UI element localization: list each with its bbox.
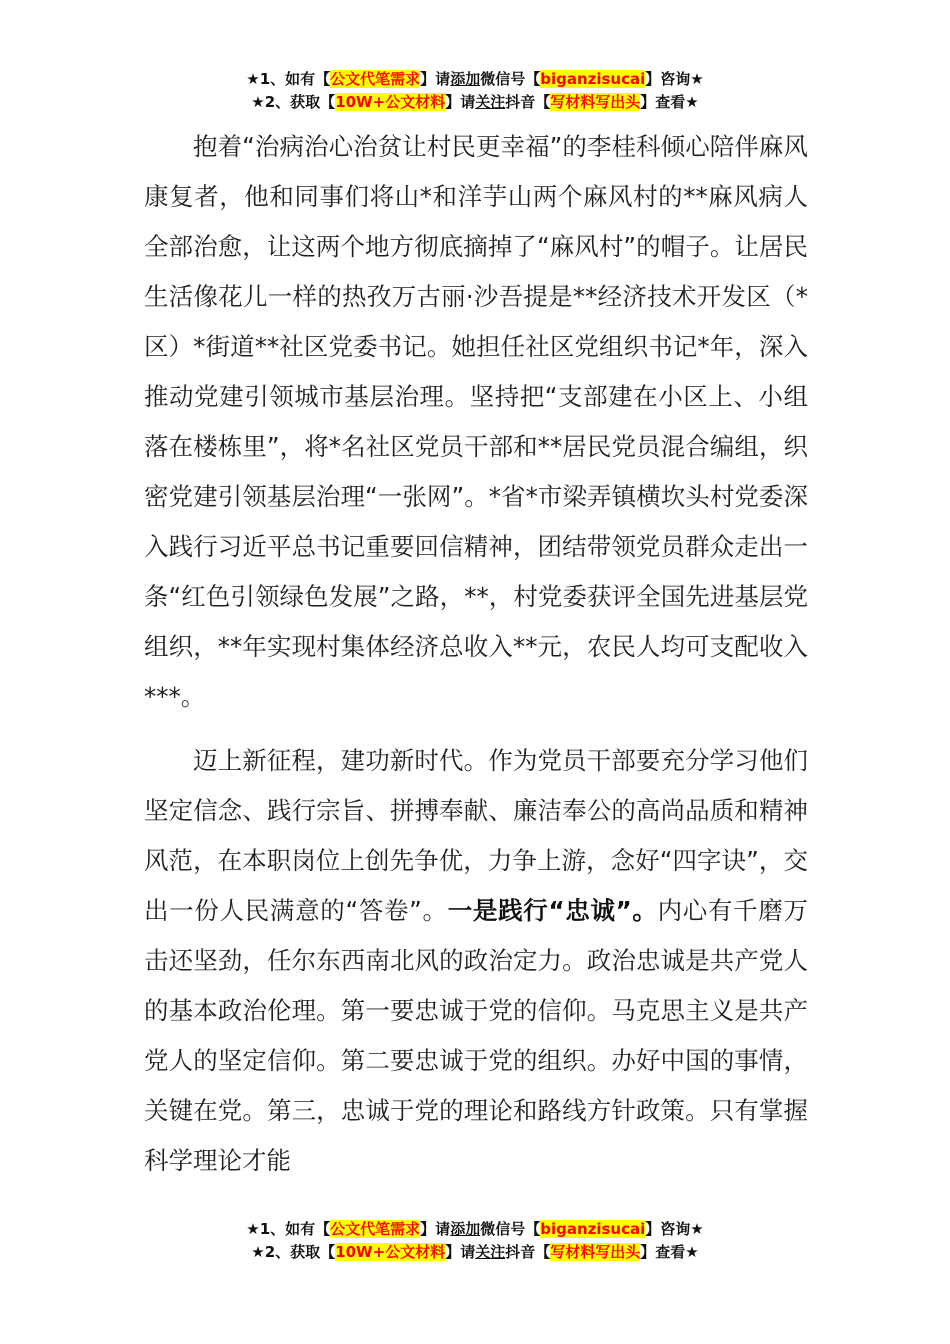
promo-text: ★1、如有【 [246,1220,331,1238]
paragraph-2-lead: 迈上新征程，建功新时代。作为党员干部要充分学习他们坚定信念、践行宗旨、拼搏奉献、廉洁奉公的高尚品质和精神风范，在本职岗位上创先争优，力争上游，念好“四字诀”，交出一份人民满意的“答卷”。 [144,746,808,925]
promo-highlight: 公文代笔需求 [330,1220,421,1238]
promo-text: ★2、获取【 [251,1243,336,1261]
promo-text: 】请 [445,93,476,111]
promo-line-2 [0,1241,950,1264]
promo-text: 】查看★ [640,1243,699,1261]
promo-highlight: 10W+公文材料 [335,1243,446,1261]
promo-text: 】请 [420,1220,451,1238]
paragraph-2 [144,736,808,1186]
promo-line-2 [0,91,950,114]
promo-underlined: 关注 [475,93,506,111]
promo-text: 微信号【 [480,70,541,88]
header-promo-banner [0,68,950,114]
promo-underlined: 添加 [450,1220,481,1238]
footer-promo-banner [0,1218,950,1264]
promo-text: 】咨询★ [645,70,704,88]
paragraph-1: 抱着“治病治心治贫让村民更幸福”的李桂科倾心陪伴麻风康复者，他和同事们将山*和洋芋山两个麻风村的**麻风病人全部治愈，让这两个地方彻底摘掉了“麻风村”的帽子。让居民生活像花儿一样的热孜万古丽·沙吾提是**经济技术开发区（*区）*街道**社区党委书记。她担任社区党组织书记*年，深入推动党建引领城市基层治理。坚持把“支部建在小区上、小组落在楼栋里”，将*名社区党员干部和**居民党员混合编组，织密党建引领基层治理“一张网”。*省*市梁弄镇横坎头村党委深入践行习近平总书记重要回信精神，团结带领党员群众走出一条“红色引领绿色发展”之路，**，村党委获评全国先进基层党组织，**年实现村集体经济总收入**元，农民人均可支配收入***。 [144,132,808,711]
promo-text: 抖音【 [505,93,551,111]
promo-wechat-id: biganzisucai [540,70,646,88]
paragraph-2-bold-heading: 一是践行“忠诚”。 [447,896,658,925]
promo-underlined: 关注 [475,1243,506,1261]
promo-text: ★1、如有【 [246,70,331,88]
promo-line-1 [0,1218,950,1241]
promo-text: 】查看★ [640,93,699,111]
paragraph-2-rest: 内心有千磨万击还坚劲，任尔东西南北风的政治定力。政治忠诚是共产党人的基本政治伦理。第一要忠诚于党的信仰。马克思主义是共产党人的坚定信仰。第二要忠诚于党的组织。办好中国的事情，关键在党。第三，忠诚于党的理论和路线方针政策。只有掌握科学理论才能 [144,896,808,1175]
promo-wechat-id: biganzisucai [540,1220,646,1238]
promo-line-1 [0,68,950,91]
promo-highlight: 公文代笔需求 [330,70,421,88]
promo-text: 】请 [420,70,451,88]
promo-text: 微信号【 [480,1220,541,1238]
promo-douyin-id: 写材料写出头 [550,1243,641,1261]
promo-highlight: 10W+公文材料 [335,93,446,111]
promo-douyin-id: 写材料写出头 [550,93,641,111]
promo-text: 】请 [445,1243,476,1261]
document-body [144,122,808,1186]
promo-underlined: 添加 [450,70,481,88]
promo-text: ★2、获取【 [251,93,336,111]
promo-text: 抖音【 [505,1243,551,1261]
promo-text: 】咨询★ [645,1220,704,1238]
